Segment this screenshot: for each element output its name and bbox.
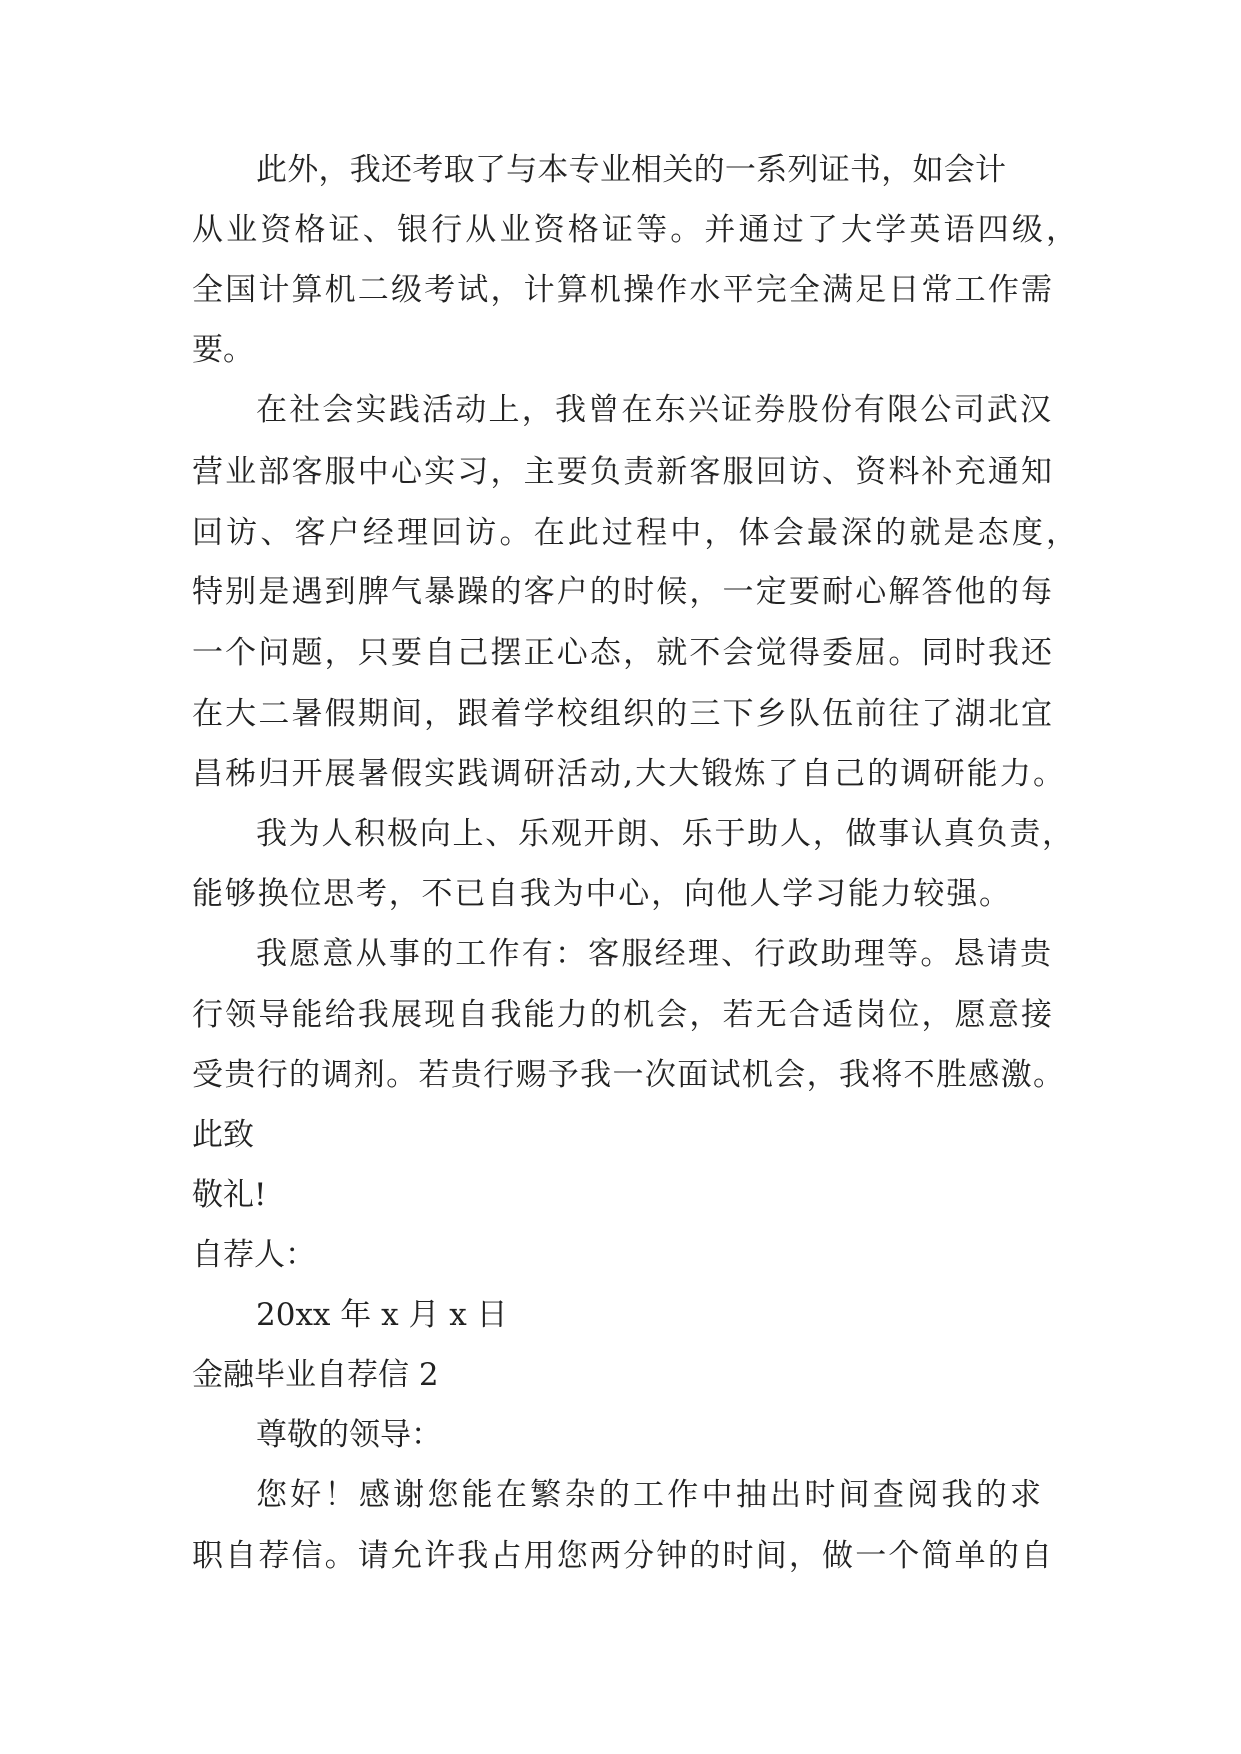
closing-line: 此致 (192, 1117, 254, 1153)
paragraph-line: 职自荐信。请允许我占用您两分钟的时间，做一个简单的自 (192, 1538, 1052, 1574)
paragraph-line: 在社会实践活动上，我曾在东兴证券股份有限公司武汉 (256, 392, 1051, 428)
paragraph-line: 您好！感谢您能在繁杂的工作中抽出时间查阅我的求 (256, 1477, 1041, 1513)
paragraph-line: 从业资格证、银行从业资格证等。并通过了大学英语四级， (192, 212, 1077, 248)
paragraph-line: 行领导能给我展现自我能力的机会，若无合适岗位，愿意接 (192, 997, 1052, 1033)
date-line: 20xx 年 x 月 x 日 (256, 1297, 508, 1333)
section-title: 金融毕业自荐信 2 (192, 1357, 439, 1393)
paragraph-line: 我愿意从事的工作有：客服经理、行政助理等。恳请贵 (256, 936, 1051, 972)
signer-label: 自荐人： (192, 1237, 316, 1273)
paragraph-line: 受贵行的调剂。若贵行赐予我一次面试机会，我将不胜感激。 (192, 1057, 1064, 1093)
paragraph-line: 要。 (192, 332, 254, 368)
closing-line: 敬礼! (192, 1177, 267, 1213)
paragraph-line: 在大二暑假期间，跟着学校组织的三下乡队伍前往了湖北宜 (192, 696, 1052, 732)
paragraph-line: 此外，我还考取了与本专业相关的一系列证书，如会计 (256, 152, 1006, 188)
paragraph-line: 营业部客服中心实习，主要负责新客服回访、资料补充通知 (192, 454, 1052, 490)
paragraph-line: 昌秭归开展暑假实践调研活动,大大锻炼了自己的调研能力。 (192, 756, 1064, 792)
paragraph-line: 我为人积极向上、乐观开朗、乐于助人，做事认真负责， (256, 816, 1073, 852)
salutation: 尊敬的领导： (256, 1417, 442, 1453)
paragraph-line: 一个问题，只要自己摆正心态，就不会觉得委屈。同时我还 (192, 635, 1052, 671)
paragraph-line: 特别是遇到脾气暴躁的客户的时候，一定要耐心解答他的每 (192, 574, 1052, 610)
paragraph-line: 回访、客户经理回访。在此过程中，体会最深的就是态度， (192, 515, 1077, 551)
paragraph-line: 全国计算机二级考试，计算机操作水平完全满足日常工作需 (192, 272, 1052, 308)
paragraph-line: 能够换位思考，不已自我为中心，向他人学习能力较强。 (192, 876, 1010, 912)
